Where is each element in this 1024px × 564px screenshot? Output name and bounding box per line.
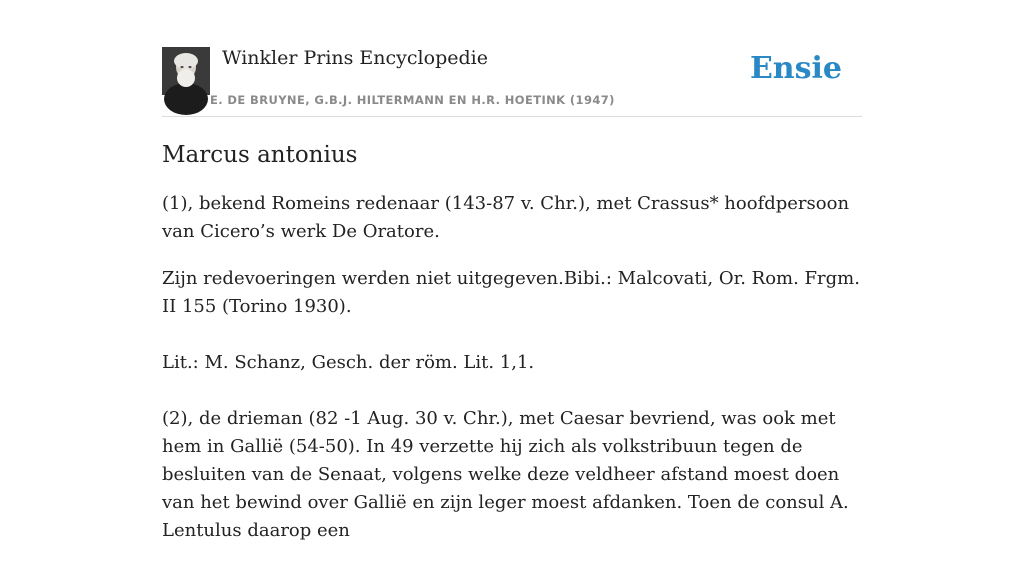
article-paragraph: Zijn redevoeringen werden niet uitgegeven.Bibi.: Malcovati, Or. Rom. Frgm. II 155 (Torino 1930). [162,268,860,317]
article-paragraph: (1), bekend Romeins redenaar (143-87 v. Chr.), met Crassus* hoofdpersoon van Cicero’s werk De Oratore. [162,193,850,242]
article-body [162,190,862,545]
page-header [162,0,862,117]
author-portrait-avatar [162,47,210,95]
ensie-logo-link[interactable]: Ensie [749,51,842,86]
article-title: Marcus antonius [162,142,358,168]
article [162,138,862,564]
encyclopedia-authors: E. DE BRUYNE, G.B.J. HILTERMANN EN H.R. HOETINK (1947) [210,93,615,107]
article-paragraph: Lit.: M. Schanz, Gesch. der röm. Lit. 1,1. [162,352,535,373]
encyclopedia-title[interactable]: Winkler Prins Encyclopedie [222,47,488,69]
portrait-image [162,47,210,95]
article-paragraph: (2), de drieman (82 -1 Aug. 30 v. Chr.), met Caesar bevriend, was ook met hem in Gallië (54-50). In 49 verzette hij zich als volkstribuun tegen de besluiten van de Senaat, volgens welke deze veldheer afstand moest doen van het bewind over Gallië en zijn leger moest afdanken. Toen de consul A. Lentulus daarop een [162,408,849,541]
